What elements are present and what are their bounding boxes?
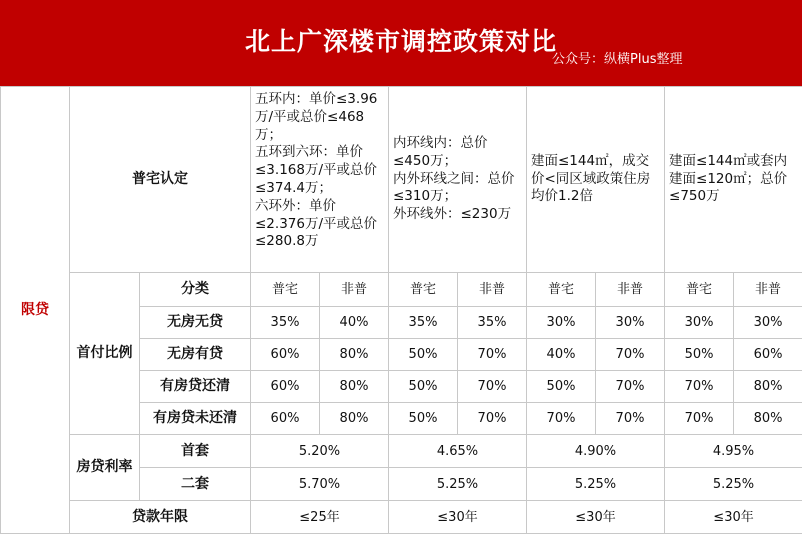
guangzhou-condition: 建面≤144㎡，成交价<同区域政策住房均价1.2倍 bbox=[531, 152, 651, 205]
table-cell: 80% bbox=[320, 403, 389, 435]
table-cell: 70% bbox=[665, 371, 734, 403]
shanghai-condition: 内环线内：总价≤450万； 内外环线之间：总价≤310万； 外环线外：≤230万 bbox=[393, 135, 515, 223]
table-cell: 5.25% bbox=[527, 468, 665, 501]
table-cell: 30% bbox=[527, 307, 596, 339]
source-note: 公众号：纵横Plus整理 bbox=[552, 52, 683, 67]
table-cell: 80% bbox=[734, 403, 802, 435]
table-cell: 70% bbox=[458, 403, 527, 435]
table-cell: 70% bbox=[458, 339, 527, 371]
category-label: 分类 bbox=[140, 273, 251, 307]
type-header: 非普 bbox=[734, 273, 802, 307]
putong-label: 普宅认定 bbox=[70, 87, 251, 273]
policy-table bbox=[0, 86, 802, 534]
table-cell: 70% bbox=[596, 403, 665, 435]
table-cell: 40% bbox=[320, 307, 389, 339]
type-header: 非普 bbox=[596, 273, 665, 307]
table-cell: 60% bbox=[734, 339, 802, 371]
table-cell: 50% bbox=[389, 339, 458, 371]
type-header: 普宅 bbox=[251, 273, 320, 307]
table-cell: ≤25年 bbox=[251, 501, 389, 534]
table-cell: 80% bbox=[320, 371, 389, 403]
table-cell: 30% bbox=[734, 307, 802, 339]
rate-row bbox=[1, 435, 802, 468]
table-cell: 35% bbox=[251, 307, 320, 339]
table-cell: 5.25% bbox=[665, 468, 802, 501]
table-cell: 70% bbox=[527, 403, 596, 435]
row-label: 有房贷还清 bbox=[140, 371, 251, 403]
table-cell: 30% bbox=[665, 307, 734, 339]
table-cell: 60% bbox=[251, 403, 320, 435]
table-cell: 35% bbox=[389, 307, 458, 339]
putong-row bbox=[1, 87, 802, 273]
rate-label: 房贷利率 bbox=[70, 435, 140, 501]
row-label: 二套 bbox=[140, 468, 251, 501]
header-banner bbox=[0, 0, 802, 86]
type-header: 普宅 bbox=[527, 273, 596, 307]
table-cell: 50% bbox=[665, 339, 734, 371]
table-cell: 4.95% bbox=[665, 435, 802, 468]
table-cell: 80% bbox=[734, 371, 802, 403]
row-label: 无房有贷 bbox=[140, 339, 251, 371]
table-cell: 5.25% bbox=[389, 468, 527, 501]
page-title: 北上广深楼市调控政策对比 bbox=[244, 27, 557, 56]
table-cell: ≤30年 bbox=[527, 501, 665, 534]
type-header: 非普 bbox=[320, 273, 389, 307]
table-cell: 35% bbox=[458, 307, 527, 339]
row-label: 无房无贷 bbox=[140, 307, 251, 339]
type-header: 普宅 bbox=[389, 273, 458, 307]
table-cell: 5.20% bbox=[251, 435, 389, 468]
type-header: 非普 bbox=[458, 273, 527, 307]
table-cell: 4.65% bbox=[389, 435, 527, 468]
table-cell: 70% bbox=[596, 371, 665, 403]
category-row bbox=[1, 273, 802, 307]
table-cell: 4.90% bbox=[527, 435, 665, 468]
table-cell: 60% bbox=[251, 371, 320, 403]
row-label: 有房贷未还清 bbox=[140, 403, 251, 435]
row-label: 首套 bbox=[140, 435, 251, 468]
table-cell: 40% bbox=[527, 339, 596, 371]
table-cell: 70% bbox=[458, 371, 527, 403]
table-cell: 60% bbox=[251, 339, 320, 371]
beijing-condition: 五环内：单价≤3.96万/平或总价≤468万； 五环到六环：单价≤3.168万/平或总价≤374.4万； 六环外：单价≤2.376万/平或总价≤280.8万 bbox=[255, 91, 378, 250]
table-cell: 80% bbox=[320, 339, 389, 371]
type-header: 普宅 bbox=[665, 273, 734, 307]
section-label: 限贷 bbox=[1, 87, 70, 534]
shenzhen-condition: 建面≤144㎡或套内建面≤120㎡；总价≤750万 bbox=[669, 152, 788, 205]
table-cell: 50% bbox=[389, 371, 458, 403]
term-row bbox=[1, 501, 802, 534]
down-payment-label: 首付比例 bbox=[70, 273, 140, 435]
table-cell: 70% bbox=[665, 403, 734, 435]
table-cell: ≤30年 bbox=[665, 501, 802, 534]
table-cell: 70% bbox=[596, 339, 665, 371]
table-cell: 50% bbox=[389, 403, 458, 435]
table-cell: 30% bbox=[596, 307, 665, 339]
term-label: 贷款年限 bbox=[70, 501, 251, 534]
table-cell: ≤30年 bbox=[389, 501, 527, 534]
table-cell: 50% bbox=[527, 371, 596, 403]
table-cell: 5.70% bbox=[251, 468, 389, 501]
